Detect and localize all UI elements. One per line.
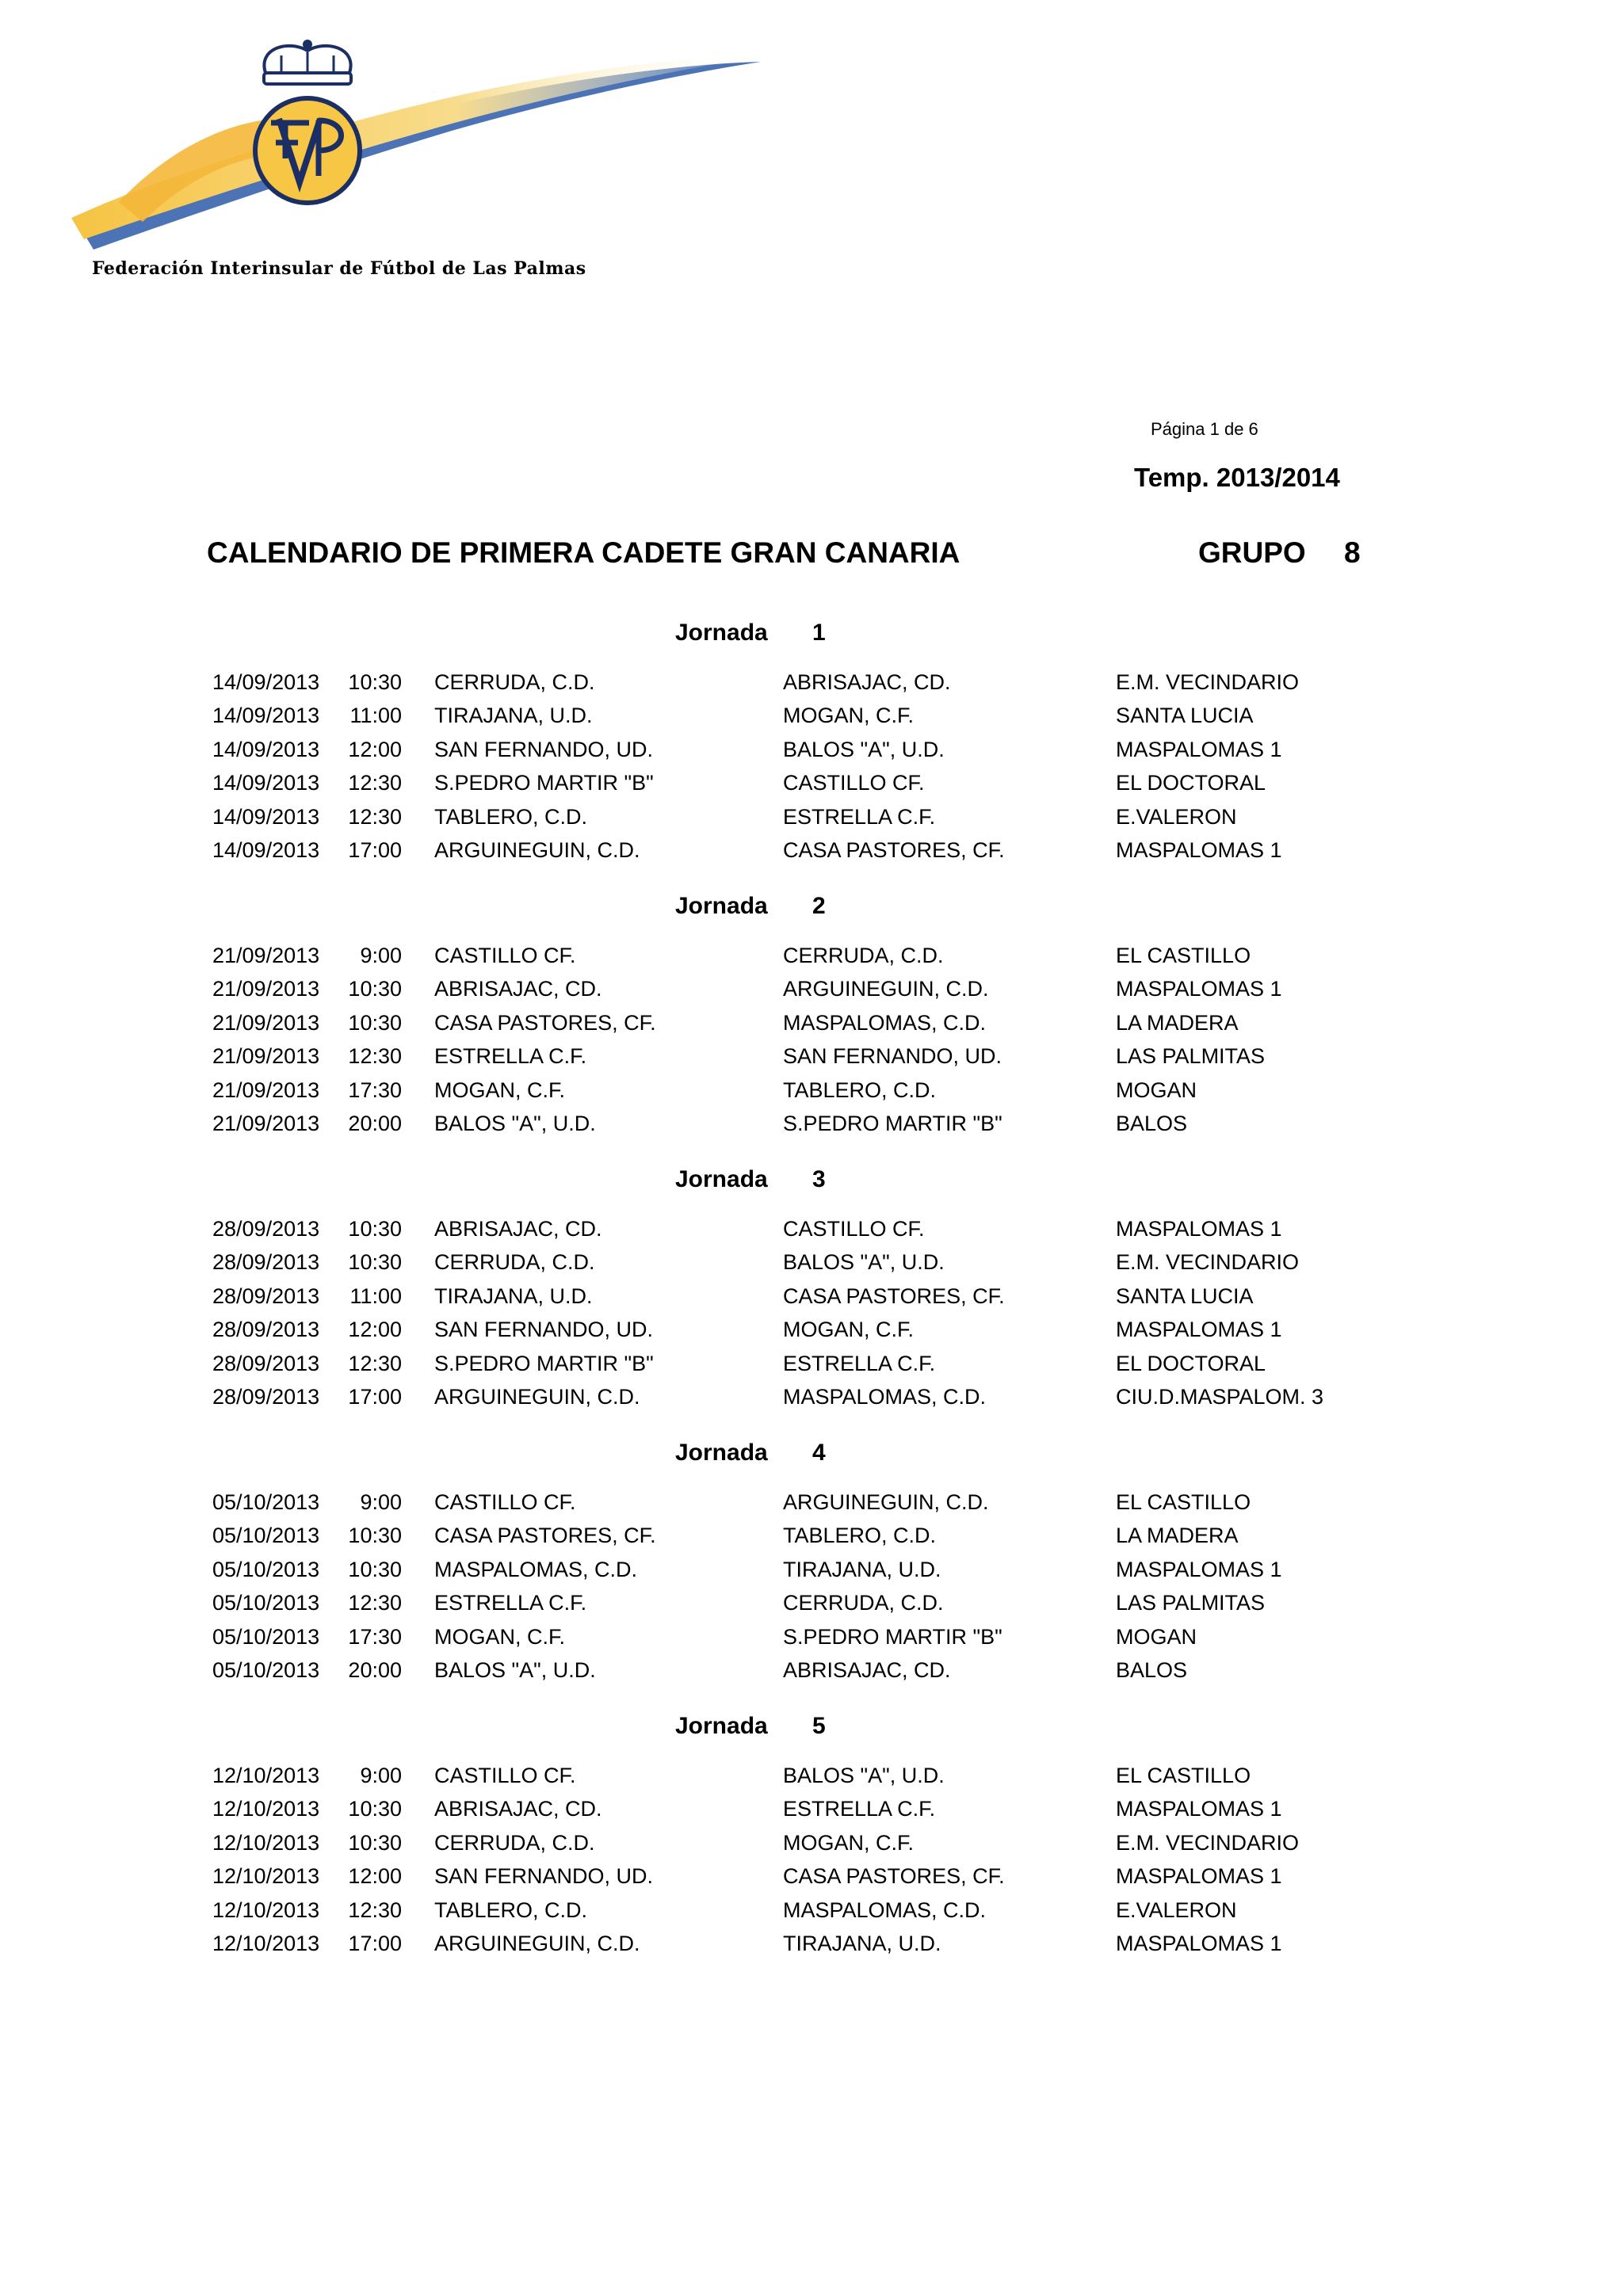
match-venue: SANTA LUCIA [1116,1283,1254,1308]
match-venue: LA MADERA [1116,1010,1239,1035]
match-time: 11:00 [349,1283,402,1308]
away-team: TIRAJANA, U.D. [783,1557,941,1581]
match-list [0,670,1623,871]
home-team: ARGUINEGUIN, C.D. [434,837,640,862]
match-venue: LA MADERA [1116,1524,1239,1548]
home-team: CASTILLO CF. [434,944,576,967]
away-team: CASA PASTORES, CF. [783,1864,1005,1889]
match-date: 28/09/2013 [212,1384,320,1409]
match-venue: BALOS [1116,1111,1188,1135]
match-time: 10:30 [348,977,402,1001]
away-team: MOGAN, C.F. [783,1830,915,1855]
match-time: 9:00 [360,944,402,967]
away-team: CASA PASTORES, CF. [783,1283,1005,1308]
match-row [0,1318,1623,1351]
round-section [0,1166,1623,1440]
match-time: 17:00 [348,837,402,862]
match-time: 10:30 [348,1830,402,1855]
match-time: 10:30 [348,1217,402,1241]
match-time: 12:30 [348,1591,402,1615]
match-date: 21/09/2013 [212,1044,320,1069]
away-team: MOGAN, C.F. [783,1318,915,1342]
match-venue: E.VALERON [1116,1897,1237,1922]
logo-emblem-icon [71,32,769,261]
away-team: S.PEDRO MARTIR "B" [783,1624,1002,1649]
match-time: 10:30 [348,1250,402,1275]
rounds-schedule [0,620,1623,1986]
away-team: ARGUINEGUIN, C.D. [783,977,989,1001]
match-time: 12:30 [348,1351,402,1375]
home-team: CASA PASTORES, CF. [434,1524,656,1548]
match-date: 14/09/2013 [212,704,320,728]
match-row [0,1558,1623,1591]
match-time: 17:00 [348,1384,402,1409]
season-label: Temp. 2013/2014 [1134,463,1340,492]
match-venue: EL DOCTORAL [1116,1351,1266,1375]
match-row [0,1250,1623,1283]
match-time: 17:00 [348,1931,402,1955]
home-team: SAN FERNANDO, UD. [434,737,654,761]
round-section [0,893,1623,1166]
home-team: SAN FERNANDO, UD. [434,1318,654,1342]
match-time: 12:00 [348,737,402,761]
match-venue: EL CASTILLO [1116,1764,1251,1787]
match-row [0,1764,1623,1797]
round-number: 2 [812,893,826,919]
away-team: MASPALOMAS, C.D. [783,1384,987,1409]
home-team: TABLERO, C.D. [434,804,588,829]
round-number: 4 [812,1440,826,1466]
round-number: 5 [812,1713,826,1739]
match-time: 10:30 [348,1010,402,1035]
home-team: ABRISAJAC, CD. [434,1797,602,1821]
home-team: CERRUDA, C.D. [434,1830,595,1855]
match-row [0,1352,1623,1385]
match-row [0,1591,1623,1624]
away-team: CERRUDA, C.D. [783,1591,944,1615]
match-venue: CIU.D.MASPALOM. 3 [1116,1384,1324,1409]
home-team: CASA PASTORES, CF. [434,1010,656,1035]
match-time: 10:30 [348,1797,402,1821]
away-team: TIRAJANA, U.D. [783,1931,941,1955]
match-time: 9:00 [360,1490,402,1514]
match-date: 28/09/2013 [212,1351,320,1375]
round-label: Jornada [675,620,768,646]
match-date: 12/10/2013 [212,1931,320,1955]
match-date: 14/09/2013 [212,771,320,795]
away-team: BALOS "A", U.D. [783,1764,945,1787]
home-team: ESTRELLA C.F. [434,1044,587,1069]
match-time: 10:30 [348,670,402,694]
away-team: CASTILLO CF. [783,1217,925,1241]
match-date: 05/10/2013 [212,1524,320,1548]
match-venue: MOGAN [1116,1077,1197,1102]
match-time: 12:00 [348,1318,402,1342]
round-label: Jornada [675,1166,768,1192]
match-row [0,771,1623,804]
round-section [0,620,1623,893]
match-list [0,1490,1623,1691]
match-venue: MASPALOMAS 1 [1116,1864,1282,1889]
away-team: BALOS "A", U.D. [783,737,945,761]
match-date: 14/09/2013 [212,670,320,694]
match-row [0,1658,1623,1691]
round-number: 1 [812,620,826,646]
match-venue: MASPALOMAS 1 [1116,977,1282,1001]
home-team: BALOS "A", U.D. [434,1657,596,1682]
match-date: 14/09/2013 [212,737,320,761]
match-venue: MASPALOMAS 1 [1116,1797,1282,1821]
match-date: 28/09/2013 [212,1283,320,1308]
match-date: 28/09/2013 [212,1217,320,1241]
group-label: GRUPO [1198,536,1306,569]
match-venue: MASPALOMAS 1 [1116,1318,1282,1342]
home-team: CERRUDA, C.D. [434,1250,595,1275]
away-team: ABRISAJAC, CD. [783,1657,951,1682]
home-team: TIRAJANA, U.D. [434,1283,593,1308]
match-row [0,1112,1623,1145]
match-row [0,738,1623,771]
round-section [0,1713,1623,1986]
home-team: ARGUINEGUIN, C.D. [434,1384,640,1409]
match-row [0,805,1623,838]
away-team: CASA PASTORES, CF. [783,837,1005,862]
home-team: CASTILLO CF. [434,1490,576,1514]
match-list [0,944,1623,1145]
match-row [0,944,1623,977]
match-venue: LAS PALMITAS [1116,1591,1266,1615]
match-time: 12:00 [348,1864,402,1889]
match-venue: E.M. VECINDARIO [1116,670,1300,694]
match-date: 12/10/2013 [212,1764,320,1787]
match-venue: MOGAN [1116,1624,1197,1649]
away-team: BALOS "A", U.D. [783,1250,945,1275]
round-label: Jornada [675,1440,768,1466]
home-team: MASPALOMAS, C.D. [434,1557,638,1581]
home-team: ESTRELLA C.F. [434,1591,587,1615]
match-row [0,1797,1623,1830]
match-date: 05/10/2013 [212,1591,320,1615]
federation-name: Federación Interinsular de Fútbol de Las Palmas [92,258,586,279]
match-time: 20:00 [348,1657,402,1682]
match-time: 9:00 [360,1764,402,1787]
match-row [0,1284,1623,1318]
match-row [0,1078,1623,1112]
match-time: 10:30 [348,1524,402,1548]
match-date: 12/10/2013 [212,1897,320,1922]
match-row [0,1385,1623,1418]
home-team: MOGAN, C.F. [434,1077,566,1102]
match-list [0,1217,1623,1418]
match-venue: MASPALOMAS 1 [1116,1557,1282,1581]
match-row [0,1831,1623,1864]
home-team: CERRUDA, C.D. [434,670,595,694]
away-team: ESTRELLA C.F. [783,1797,936,1821]
round-label: Jornada [675,1713,768,1739]
match-row [0,1898,1623,1932]
match-time: 12:30 [348,1044,402,1069]
match-date: 05/10/2013 [212,1624,320,1649]
match-date: 12/10/2013 [212,1797,320,1821]
match-row [0,977,1623,1010]
away-team: S.PEDRO MARTIR "B" [783,1111,1002,1135]
home-team: ABRISAJAC, CD. [434,977,602,1001]
away-team: CASTILLO CF. [783,771,925,795]
home-team: S.PEDRO MARTIR "B" [434,1351,654,1375]
federation-logo [71,32,769,293]
match-venue: E.M. VECINDARIO [1116,1250,1300,1275]
match-date: 05/10/2013 [212,1657,320,1682]
match-time: 20:00 [348,1111,402,1135]
match-time: 12:30 [348,804,402,829]
match-date: 28/09/2013 [212,1250,320,1275]
match-date: 05/10/2013 [212,1490,320,1514]
match-time: 12:30 [348,1897,402,1922]
match-time: 10:30 [348,1557,402,1581]
home-team: CASTILLO CF. [434,1764,576,1787]
page-title: CALENDARIO DE PRIMERA CADETE GRAN CANARIA [207,536,960,569]
match-venue: E.VALERON [1116,804,1237,829]
match-row [0,1932,1623,1965]
away-team: ESTRELLA C.F. [783,804,936,829]
match-row [0,704,1623,737]
away-team: MASPALOMAS, C.D. [783,1010,987,1035]
match-venue: EL CASTILLO [1116,1490,1251,1514]
home-team: ABRISAJAC, CD. [434,1217,602,1241]
match-time: 11:00 [349,704,402,728]
away-team: TABLERO, C.D. [783,1077,937,1102]
match-row [0,1524,1623,1557]
match-row [0,1217,1623,1250]
match-row [0,838,1623,871]
match-date: 21/09/2013 [212,1077,320,1102]
match-date: 21/09/2013 [212,944,320,967]
page-number: Página 1 de 6 [1151,419,1258,439]
away-team: MOGAN, C.F. [783,704,915,728]
round-number: 3 [812,1166,826,1192]
away-team: SAN FERNANDO, UD. [783,1044,1002,1069]
match-time: 17:30 [348,1077,402,1102]
match-row [0,670,1623,704]
away-team: ABRISAJAC, CD. [783,670,951,694]
home-team: BALOS "A", U.D. [434,1111,596,1135]
match-date: 28/09/2013 [212,1318,320,1342]
match-date: 21/09/2013 [212,1111,320,1135]
home-team: MOGAN, C.F. [434,1624,566,1649]
match-date: 12/10/2013 [212,1864,320,1889]
match-venue: MASPALOMAS 1 [1116,1931,1282,1955]
home-team: S.PEDRO MARTIR "B" [434,771,654,795]
round-section [0,1440,1623,1713]
match-time: 12:30 [348,771,402,795]
match-row [0,1625,1623,1658]
home-team: TABLERO, C.D. [434,1897,588,1922]
match-venue: SANTA LUCIA [1116,704,1254,728]
match-date: 14/09/2013 [212,837,320,862]
away-team: ESTRELLA C.F. [783,1351,936,1375]
match-venue: E.M. VECINDARIO [1116,1830,1300,1855]
match-list [0,1764,1623,1965]
match-date: 14/09/2013 [212,804,320,829]
round-label: Jornada [675,893,768,919]
match-venue: BALOS [1116,1657,1188,1682]
match-venue: MASPALOMAS 1 [1116,737,1282,761]
match-row [0,1864,1623,1897]
match-venue: MASPALOMAS 1 [1116,1217,1282,1241]
away-team: MASPALOMAS, C.D. [783,1897,987,1922]
match-date: 21/09/2013 [212,1010,320,1035]
match-date: 21/09/2013 [212,977,320,1001]
match-row [0,1011,1623,1044]
match-row [0,1490,1623,1524]
away-team: TABLERO, C.D. [783,1524,937,1548]
match-date: 05/10/2013 [212,1557,320,1581]
match-venue: EL DOCTORAL [1116,771,1266,795]
home-team: ARGUINEGUIN, C.D. [434,1931,640,1955]
away-team: CERRUDA, C.D. [783,944,944,967]
match-venue: LAS PALMITAS [1116,1044,1266,1069]
group-number: 8 [1344,536,1361,569]
match-date: 12/10/2013 [212,1830,320,1855]
match-venue: EL CASTILLO [1116,944,1251,967]
home-team: TIRAJANA, U.D. [434,704,593,728]
home-team: SAN FERNANDO, UD. [434,1864,654,1889]
away-team: ARGUINEGUIN, C.D. [783,1490,989,1514]
match-row [0,1044,1623,1077]
match-venue: MASPALOMAS 1 [1116,837,1282,862]
match-time: 17:30 [348,1624,402,1649]
